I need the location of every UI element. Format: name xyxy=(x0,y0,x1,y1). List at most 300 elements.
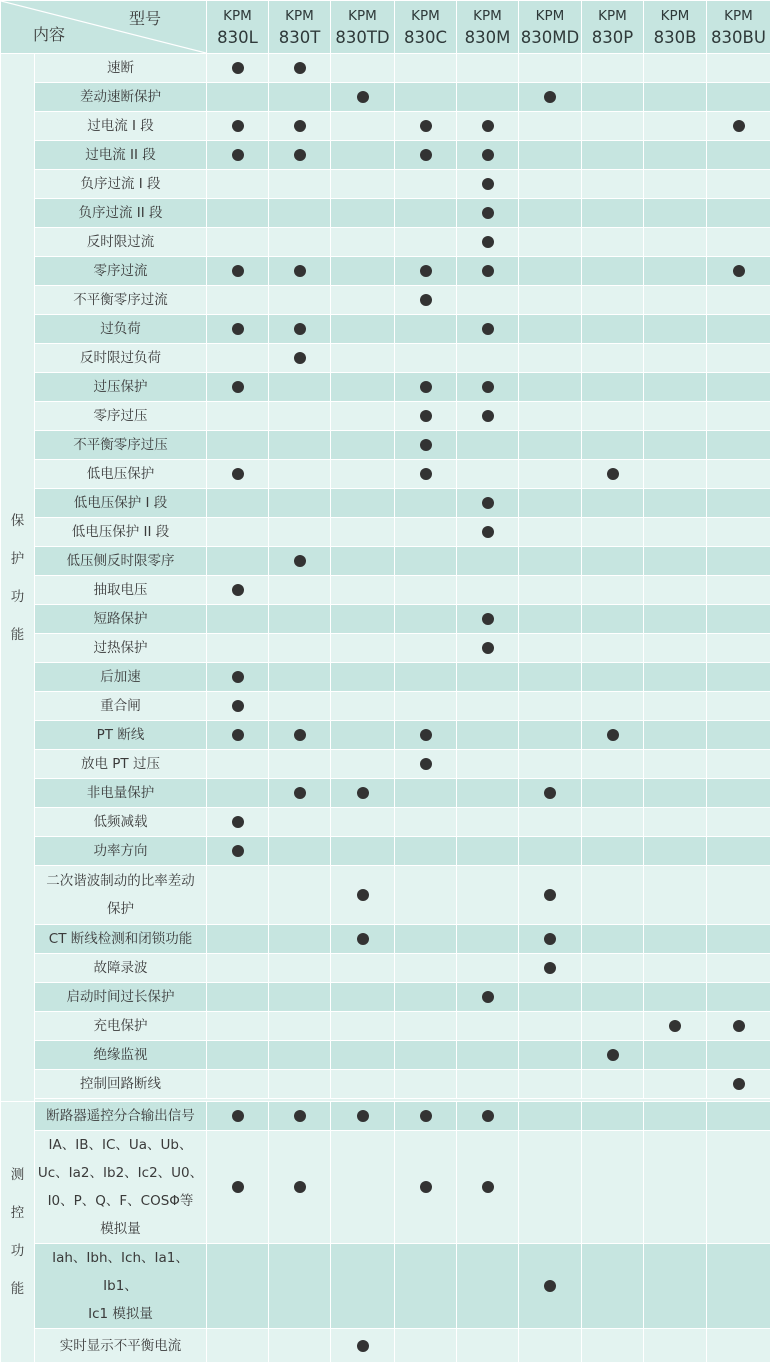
support-cell xyxy=(207,663,269,692)
support-cell xyxy=(269,373,331,402)
model-code: 830P xyxy=(582,27,643,48)
support-cell xyxy=(707,83,770,112)
support-cell xyxy=(331,141,395,170)
support-cell xyxy=(331,1041,395,1070)
support-cell xyxy=(331,83,395,112)
support-cell xyxy=(519,83,582,112)
supported-dot-icon xyxy=(232,845,244,857)
support-cell xyxy=(269,170,331,199)
support-cell xyxy=(269,837,331,866)
supported-dot-icon xyxy=(420,729,432,741)
support-cell xyxy=(395,808,457,837)
support-cell xyxy=(331,460,395,489)
support-cell xyxy=(707,286,770,315)
supported-dot-icon xyxy=(544,91,556,103)
table-row xyxy=(1,779,770,808)
supported-dot-icon xyxy=(420,294,432,306)
support-cell xyxy=(519,141,582,170)
support-cell xyxy=(644,663,707,692)
feature-name-cell xyxy=(35,954,207,983)
support-cell xyxy=(707,721,770,750)
support-cell xyxy=(519,518,582,547)
model-header-830md xyxy=(519,1,582,54)
feature-name: 负序过流 I 段 xyxy=(80,176,160,192)
table-row xyxy=(1,925,770,954)
support-cell xyxy=(331,692,395,721)
support-cell xyxy=(707,431,770,460)
support-cell xyxy=(457,779,519,808)
support-cell xyxy=(644,257,707,286)
support-cell xyxy=(644,954,707,983)
table-row xyxy=(1,750,770,779)
support-cell xyxy=(207,1041,269,1070)
support-cell xyxy=(269,54,331,83)
table-row xyxy=(1,1102,770,1131)
supported-dot-icon xyxy=(420,1110,432,1122)
support-cell xyxy=(707,634,770,663)
support-cell xyxy=(269,489,331,518)
support-cell xyxy=(582,663,644,692)
support-cell xyxy=(644,373,707,402)
support-cell xyxy=(207,141,269,170)
feature-name-line: I0、P、Q、F、COSΦ等 xyxy=(35,1187,206,1215)
model-prefix: KPM xyxy=(644,6,706,27)
table-row xyxy=(1,373,770,402)
support-cell xyxy=(331,344,395,373)
support-cell xyxy=(519,779,582,808)
support-cell xyxy=(457,1329,519,1363)
support-cell xyxy=(582,286,644,315)
support-cell xyxy=(207,983,269,1012)
feature-name: 不平衡零序过压 xyxy=(73,437,168,453)
support-cell xyxy=(519,1131,582,1244)
table-row xyxy=(1,576,770,605)
supported-dot-icon xyxy=(420,468,432,480)
feature-name: 零序过压 xyxy=(94,408,148,424)
support-cell xyxy=(207,170,269,199)
support-cell xyxy=(207,431,269,460)
support-cell xyxy=(457,721,519,750)
table-row xyxy=(1,983,770,1012)
table-row xyxy=(1,518,770,547)
support-cell xyxy=(707,228,770,257)
table-row xyxy=(1,866,770,925)
support-cell xyxy=(207,576,269,605)
support-cell xyxy=(269,576,331,605)
feature-name-line: 模拟量 xyxy=(35,1215,206,1243)
support-cell xyxy=(519,257,582,286)
support-cell xyxy=(331,54,395,83)
support-cell xyxy=(644,228,707,257)
support-cell xyxy=(519,112,582,141)
supported-dot-icon xyxy=(232,62,244,74)
support-cell xyxy=(582,547,644,576)
support-cell xyxy=(331,605,395,634)
support-cell xyxy=(707,141,770,170)
support-cell xyxy=(457,54,519,83)
support-cell xyxy=(519,866,582,925)
support-cell xyxy=(707,547,770,576)
feature-name-cell xyxy=(35,692,207,721)
support-cell xyxy=(331,199,395,228)
support-cell xyxy=(269,925,331,954)
feature-name-cell xyxy=(35,808,207,837)
support-cell xyxy=(457,228,519,257)
support-cell xyxy=(207,199,269,228)
support-cell xyxy=(644,1102,707,1131)
category-char: 能 xyxy=(1,616,34,654)
support-cell xyxy=(519,663,582,692)
feature-name-cell xyxy=(35,373,207,402)
support-cell xyxy=(457,576,519,605)
support-cell xyxy=(707,837,770,866)
support-cell xyxy=(707,605,770,634)
support-cell xyxy=(395,199,457,228)
supported-dot-icon xyxy=(357,1110,369,1122)
supported-dot-icon xyxy=(294,787,306,799)
model-code: 830C xyxy=(395,27,456,48)
support-cell xyxy=(644,634,707,663)
support-cell xyxy=(582,54,644,83)
support-cell xyxy=(644,1012,707,1041)
support-cell xyxy=(207,954,269,983)
model-header-830b xyxy=(644,1,707,54)
support-cell xyxy=(644,779,707,808)
support-cell xyxy=(207,257,269,286)
model-prefix: KPM xyxy=(582,6,643,27)
model-code: 830B xyxy=(644,27,706,48)
support-cell xyxy=(707,344,770,373)
support-cell xyxy=(582,402,644,431)
support-cell xyxy=(582,228,644,257)
supported-dot-icon xyxy=(733,265,745,277)
support-cell xyxy=(457,925,519,954)
category-cell xyxy=(1,1102,35,1363)
table-row xyxy=(1,344,770,373)
model-header-830bu xyxy=(707,1,770,54)
support-cell xyxy=(644,983,707,1012)
supported-dot-icon xyxy=(232,1110,244,1122)
support-cell xyxy=(644,808,707,837)
feature-name-cell xyxy=(35,1329,207,1363)
support-cell xyxy=(644,170,707,199)
support-cell xyxy=(644,1041,707,1070)
supported-dot-icon xyxy=(482,323,494,335)
support-cell xyxy=(269,1041,331,1070)
support-cell xyxy=(519,692,582,721)
supported-dot-icon xyxy=(607,468,619,480)
corner-diagonal-line xyxy=(1,1,206,53)
supported-dot-icon xyxy=(733,1078,745,1090)
feature-name-cell xyxy=(35,170,207,199)
feature-name: 速断 xyxy=(107,60,134,76)
support-cell xyxy=(395,721,457,750)
table-row xyxy=(1,692,770,721)
support-cell xyxy=(519,547,582,576)
table-row xyxy=(1,141,770,170)
support-cell xyxy=(707,779,770,808)
model-header-830l xyxy=(207,1,269,54)
support-cell xyxy=(457,1012,519,1041)
support-cell xyxy=(395,257,457,286)
table-row xyxy=(1,83,770,112)
support-cell xyxy=(582,83,644,112)
support-cell xyxy=(707,663,770,692)
support-cell xyxy=(269,228,331,257)
category-char: 功 xyxy=(1,1232,34,1270)
support-cell xyxy=(331,634,395,663)
table-row xyxy=(1,605,770,634)
feature-name: 过电流 II 段 xyxy=(85,147,156,163)
support-cell xyxy=(707,808,770,837)
support-cell xyxy=(644,402,707,431)
support-cell xyxy=(207,460,269,489)
feature-name: CT 断线检测和闭锁功能 xyxy=(49,931,192,947)
table-row xyxy=(1,54,770,83)
support-cell xyxy=(582,983,644,1012)
supported-dot-icon xyxy=(294,555,306,567)
supported-dot-icon xyxy=(482,236,494,248)
support-cell xyxy=(519,1244,582,1329)
support-cell xyxy=(269,721,331,750)
category-char: 测 xyxy=(1,1156,34,1194)
feature-name-cell xyxy=(35,141,207,170)
feature-name: 不平衡零序过流 xyxy=(73,292,168,308)
support-cell xyxy=(707,199,770,228)
feature-name: 过热保护 xyxy=(94,640,148,656)
table-row xyxy=(1,837,770,866)
support-cell xyxy=(519,1070,582,1099)
supported-dot-icon xyxy=(482,149,494,161)
supported-dot-icon xyxy=(232,149,244,161)
support-cell xyxy=(207,489,269,518)
support-cell xyxy=(582,344,644,373)
feature-name-cell xyxy=(35,286,207,315)
support-cell xyxy=(395,1102,457,1131)
support-cell xyxy=(457,1070,519,1099)
support-cell xyxy=(644,83,707,112)
category-char: 保 xyxy=(1,502,34,540)
table-row xyxy=(1,1244,770,1329)
support-cell xyxy=(519,983,582,1012)
support-cell xyxy=(707,866,770,925)
supported-dot-icon xyxy=(294,265,306,277)
support-cell xyxy=(207,344,269,373)
support-cell xyxy=(395,315,457,344)
supported-dot-icon xyxy=(607,1049,619,1061)
model-code: 830TD xyxy=(331,27,394,48)
support-cell xyxy=(207,750,269,779)
model-prefix: KPM xyxy=(395,6,456,27)
feature-name: 负序过流 II 段 xyxy=(78,205,162,221)
support-cell xyxy=(207,721,269,750)
support-cell xyxy=(395,1244,457,1329)
support-cell xyxy=(644,315,707,344)
supported-dot-icon xyxy=(482,120,494,132)
support-cell xyxy=(331,808,395,837)
feature-name-cell xyxy=(35,547,207,576)
supported-dot-icon xyxy=(544,962,556,974)
model-header-830p xyxy=(582,1,644,54)
support-cell xyxy=(395,460,457,489)
support-cell xyxy=(582,1012,644,1041)
support-cell xyxy=(519,1041,582,1070)
support-cell xyxy=(457,518,519,547)
support-cell xyxy=(644,431,707,460)
table-row xyxy=(1,1070,770,1099)
support-cell xyxy=(519,1102,582,1131)
support-cell xyxy=(519,721,582,750)
supported-dot-icon xyxy=(544,889,556,901)
support-cell xyxy=(519,54,582,83)
support-cell xyxy=(269,1244,331,1329)
support-cell xyxy=(331,779,395,808)
feature-name-line: IA、IB、IC、Ua、Ub、 xyxy=(35,1131,206,1159)
support-cell xyxy=(457,402,519,431)
table-row xyxy=(1,431,770,460)
table-row xyxy=(1,460,770,489)
support-cell xyxy=(395,576,457,605)
feature-name-cell xyxy=(35,402,207,431)
support-cell xyxy=(644,489,707,518)
support-cell xyxy=(644,1070,707,1099)
support-cell xyxy=(331,837,395,866)
supported-dot-icon xyxy=(420,149,432,161)
support-cell xyxy=(519,170,582,199)
model-prefix: KPM xyxy=(331,6,394,27)
feature-name: 反时限过流 xyxy=(87,234,155,250)
support-cell xyxy=(269,1012,331,1041)
support-cell xyxy=(331,1102,395,1131)
support-cell xyxy=(331,954,395,983)
supported-dot-icon xyxy=(482,526,494,538)
support-cell xyxy=(519,315,582,344)
support-cell xyxy=(331,112,395,141)
feature-name: 实时显示不平衡电流 xyxy=(60,1338,182,1354)
supported-dot-icon xyxy=(232,120,244,132)
support-cell xyxy=(519,634,582,663)
support-cell xyxy=(707,402,770,431)
feature-name: 低压侧反时限零序 xyxy=(67,553,175,569)
support-cell xyxy=(395,1070,457,1099)
support-cell xyxy=(457,431,519,460)
supported-dot-icon xyxy=(232,671,244,683)
model-code: 830M xyxy=(457,27,518,48)
feature-name-cell xyxy=(35,1102,207,1131)
supported-dot-icon xyxy=(357,91,369,103)
supported-dot-icon xyxy=(482,410,494,422)
support-cell xyxy=(395,431,457,460)
support-cell xyxy=(457,547,519,576)
support-cell xyxy=(707,489,770,518)
support-cell xyxy=(707,1041,770,1070)
support-cell xyxy=(331,170,395,199)
table-row xyxy=(1,489,770,518)
supported-dot-icon xyxy=(420,410,432,422)
support-cell xyxy=(395,373,457,402)
feature-name: 低电压保护 II 段 xyxy=(72,524,170,540)
support-cell xyxy=(519,1012,582,1041)
supported-dot-icon xyxy=(544,1280,556,1292)
supported-dot-icon xyxy=(420,439,432,451)
support-cell xyxy=(269,402,331,431)
support-cell xyxy=(269,605,331,634)
support-cell xyxy=(707,1329,770,1363)
support-cell xyxy=(207,547,269,576)
support-cell xyxy=(519,460,582,489)
support-cell xyxy=(269,1070,331,1099)
feature-name-line: Ic1 模拟量 xyxy=(35,1300,206,1328)
support-cell xyxy=(519,808,582,837)
support-cell xyxy=(395,228,457,257)
support-cell xyxy=(519,954,582,983)
feature-name: 过电流 I 段 xyxy=(87,118,154,134)
feature-name-cell xyxy=(35,634,207,663)
feature-name: 绝缘监视 xyxy=(94,1047,148,1063)
header-row xyxy=(1,1,770,54)
feature-name-cell xyxy=(35,779,207,808)
feature-name: 放电 PT 过压 xyxy=(81,756,160,772)
support-cell xyxy=(331,1244,395,1329)
support-cell xyxy=(207,286,269,315)
supported-dot-icon xyxy=(482,1110,494,1122)
model-prefix: KPM xyxy=(519,6,581,27)
support-cell xyxy=(707,170,770,199)
category-char: 控 xyxy=(1,1194,34,1232)
feature-name-cell xyxy=(35,925,207,954)
support-cell xyxy=(582,576,644,605)
support-cell xyxy=(582,779,644,808)
support-cell xyxy=(457,663,519,692)
support-cell xyxy=(707,692,770,721)
table-row xyxy=(1,1131,770,1244)
supported-dot-icon xyxy=(357,1340,369,1352)
support-cell xyxy=(395,925,457,954)
table-row xyxy=(1,547,770,576)
feature-name-line: Iah、Ibh、Ich、Ia1、Ib1、 xyxy=(35,1244,206,1300)
feature-name-line: 保护 xyxy=(35,895,206,923)
support-cell xyxy=(395,170,457,199)
supported-dot-icon xyxy=(544,933,556,945)
support-cell xyxy=(331,576,395,605)
table-row xyxy=(1,954,770,983)
feature-name-cell xyxy=(35,663,207,692)
support-cell xyxy=(457,286,519,315)
category-char: 能 xyxy=(1,1270,34,1308)
support-cell xyxy=(582,460,644,489)
support-cell xyxy=(331,257,395,286)
table-row xyxy=(1,315,770,344)
support-cell xyxy=(644,866,707,925)
support-cell xyxy=(519,489,582,518)
support-cell xyxy=(269,199,331,228)
category-char: 功 xyxy=(1,578,34,616)
feature-name: 非电量保护 xyxy=(87,785,155,801)
support-cell xyxy=(207,1102,269,1131)
support-cell xyxy=(707,315,770,344)
table-row xyxy=(1,170,770,199)
support-cell xyxy=(519,837,582,866)
support-cell xyxy=(269,1329,331,1363)
supported-dot-icon xyxy=(232,584,244,596)
feature-name: 充电保护 xyxy=(94,1018,148,1034)
support-cell xyxy=(269,460,331,489)
feature-name-cell xyxy=(35,431,207,460)
feature-name: 故障录波 xyxy=(94,960,148,976)
feature-name: 控制回路断线 xyxy=(80,1076,161,1092)
support-cell xyxy=(269,518,331,547)
feature-name: 低电压保护 xyxy=(87,466,155,482)
